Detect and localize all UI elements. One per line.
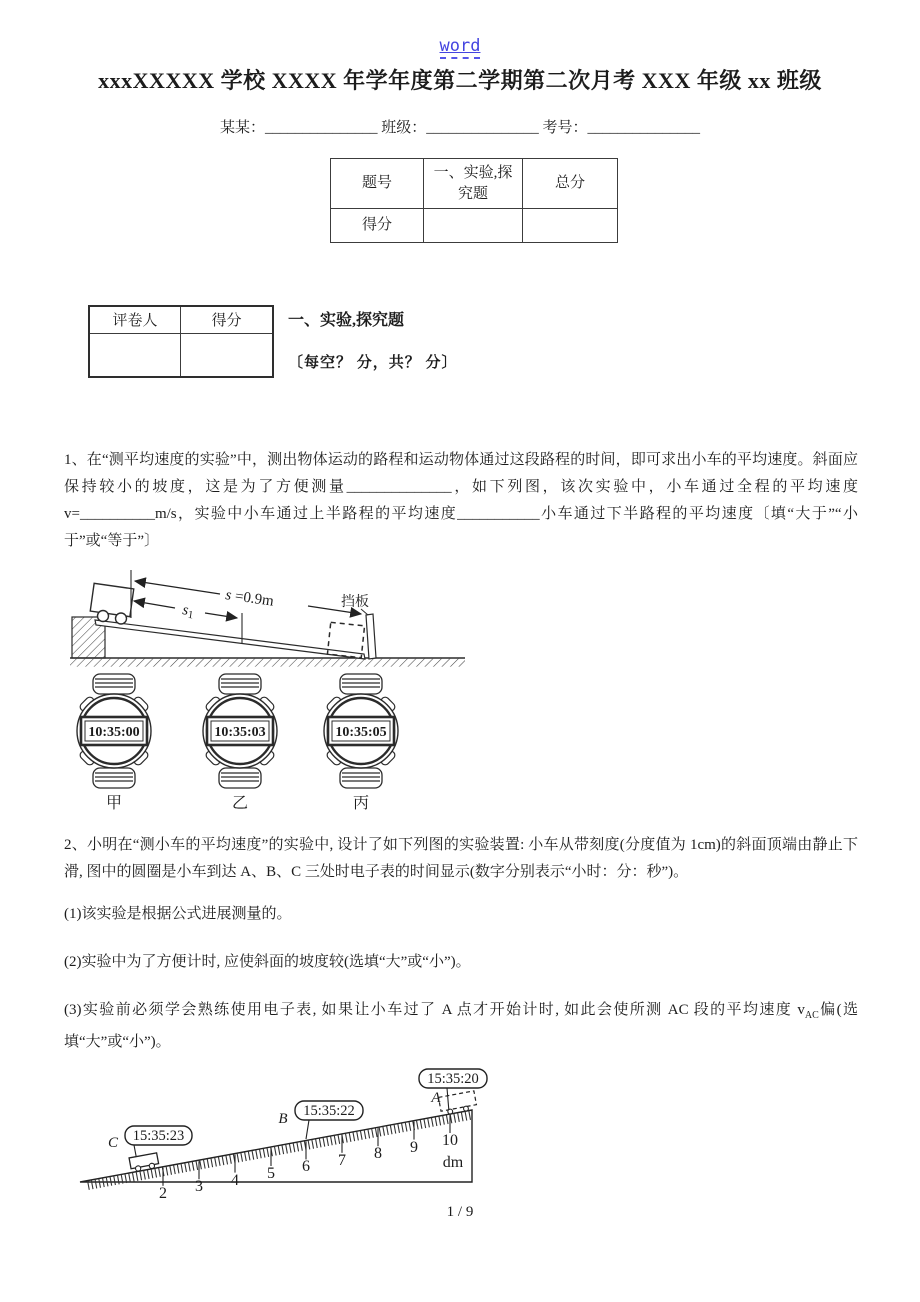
question-2-text: 2、小明在“测小车的平均速度”的实验中, 设计了如下列图的实验装置: 小车从带刻度(分度值为 1cm)的斜面顶端由静止下滑, 图中的圆圈是小车到达 A、B、C 三处时电子表的时间显示(数字分别表示“小时：分：秒”)。 bbox=[64, 837, 858, 880]
score-table-cell-empty2 bbox=[523, 209, 618, 243]
section-heading: 一、实验,探究题 bbox=[288, 312, 405, 329]
ruler-number-3: 3 bbox=[195, 1178, 203, 1195]
ruler-number-5: 5 bbox=[267, 1165, 275, 1182]
grader-table-cell-得分: 得分 bbox=[181, 306, 274, 333]
inclined-plank bbox=[95, 620, 365, 659]
label-C: C bbox=[107, 1135, 119, 1151]
time-B: 15:35:22 bbox=[303, 1103, 355, 1119]
header-row bbox=[0, 36, 920, 56]
label-B: B bbox=[278, 1111, 288, 1127]
s1-subscript: 1 bbox=[186, 608, 195, 622]
ruler-number-7: 7 bbox=[338, 1152, 346, 1169]
question-2-sub2: (2)实验中为了方便计时, 应使斜面的坡度较(选填“大”或“小”)。 bbox=[64, 954, 471, 970]
time-A: 15:35:20 bbox=[427, 1071, 479, 1087]
score-table-cell-empty1 bbox=[424, 209, 523, 243]
exam-no-blank: _______________ bbox=[587, 120, 701, 136]
ground bbox=[70, 658, 465, 667]
sub3-pre: (3)实验前必须学会熟练使用电子表, 如果让小车过了 A 点才开始计时, 如此会使所测 AC 段的平均速度 v bbox=[64, 1002, 805, 1018]
grader-table-empty2 bbox=[181, 333, 274, 377]
student-info-line bbox=[0, 116, 920, 137]
stopwatch-time-3: 10:35:05 bbox=[335, 725, 387, 740]
grader-table-cell-评卷人: 评卷人 bbox=[89, 306, 181, 333]
question-2-sub1: (1)该实验是根据公式进展测量的。 bbox=[64, 906, 292, 922]
s-label: s bbox=[224, 587, 233, 604]
sub3-post: 偏(选填“大”或“小”)。 bbox=[64, 1002, 858, 1050]
stopwatch-time-1: 10:35:00 bbox=[88, 725, 140, 740]
page-number: 1 / 9 bbox=[446, 1204, 474, 1220]
class-blank: _______________ bbox=[426, 120, 539, 136]
score-table-cell-section: 一、实验,探究题 bbox=[424, 159, 523, 209]
ruler-number-9: 9 bbox=[410, 1139, 418, 1156]
ruler-number-6: 6 bbox=[302, 1158, 310, 1175]
page-title: xxxXXXXX 学校 XXXX 年学年度第二学期第二次月考 XXX 年级 xx 班级 bbox=[98, 68, 822, 93]
stopwatch-time-2: 10:35:03 bbox=[214, 725, 266, 740]
ruler-unit-dm: dm bbox=[442, 1154, 464, 1171]
score-table-cell-题号: 题号 bbox=[331, 159, 424, 209]
name-label: 某某： bbox=[219, 120, 265, 136]
svg-text:s =0.9m bbox=[224, 587, 275, 610]
figure-incline-stopwatches bbox=[65, 568, 477, 816]
sub3-subscript: AC bbox=[804, 1010, 819, 1021]
time-C: 15:35:23 bbox=[132, 1128, 185, 1144]
ruler-number-2: 2 bbox=[159, 1185, 167, 1202]
s1-label: s bbox=[181, 602, 190, 619]
ruler-number-8: 8 bbox=[374, 1145, 382, 1162]
score-table-cell-得分: 得分 bbox=[331, 209, 424, 243]
ruler-number-4: 4 bbox=[231, 1172, 239, 1189]
score-table bbox=[330, 158, 618, 243]
score-table-cell-总分: 总分 bbox=[523, 159, 618, 209]
name-blank: _______________ bbox=[264, 120, 378, 136]
ruler-number-10: 10 bbox=[442, 1132, 458, 1149]
dimension-s bbox=[131, 570, 361, 618]
section-note: 〔每空？ 分，共？ 分〕 bbox=[288, 355, 458, 371]
figure-ruler-incline bbox=[62, 1062, 518, 1207]
stopwatch-label-1: 甲 bbox=[105, 795, 123, 812]
s-value: =0.9m bbox=[230, 587, 275, 610]
label-A: A bbox=[431, 1090, 441, 1106]
stopwatch-label-3: 丙 bbox=[352, 795, 370, 812]
question-2-sub3 bbox=[64, 997, 858, 1056]
class-label: 班级： bbox=[381, 120, 427, 136]
point-A-group bbox=[419, 1069, 487, 1116]
grader-table bbox=[88, 305, 274, 378]
svg-text:s1 bbox=[181, 602, 195, 621]
baffle-label: 挡板 bbox=[341, 595, 369, 610]
question-1-text: 1、在“测平均速度的实验”中，测出物体运动的路程和运动物体通过这段路程的时间，即可求出小车的平均速度。斜面应保持较小的坡度，这是为了方便测量______________，如下列图，该次实验中，小车通过全程的平均速度v=__________m/s，实验中小车通过上半路程的平均速度___________小车通过下半路程的平均速度〔填“大于”“小于”或“等于”〕 bbox=[64, 452, 858, 549]
grader-table-empty1 bbox=[89, 333, 181, 377]
exam-no-label: 考号： bbox=[542, 120, 588, 136]
stopwatch-label-2: 乙 bbox=[231, 795, 249, 812]
word-link[interactable]: word bbox=[440, 36, 481, 59]
